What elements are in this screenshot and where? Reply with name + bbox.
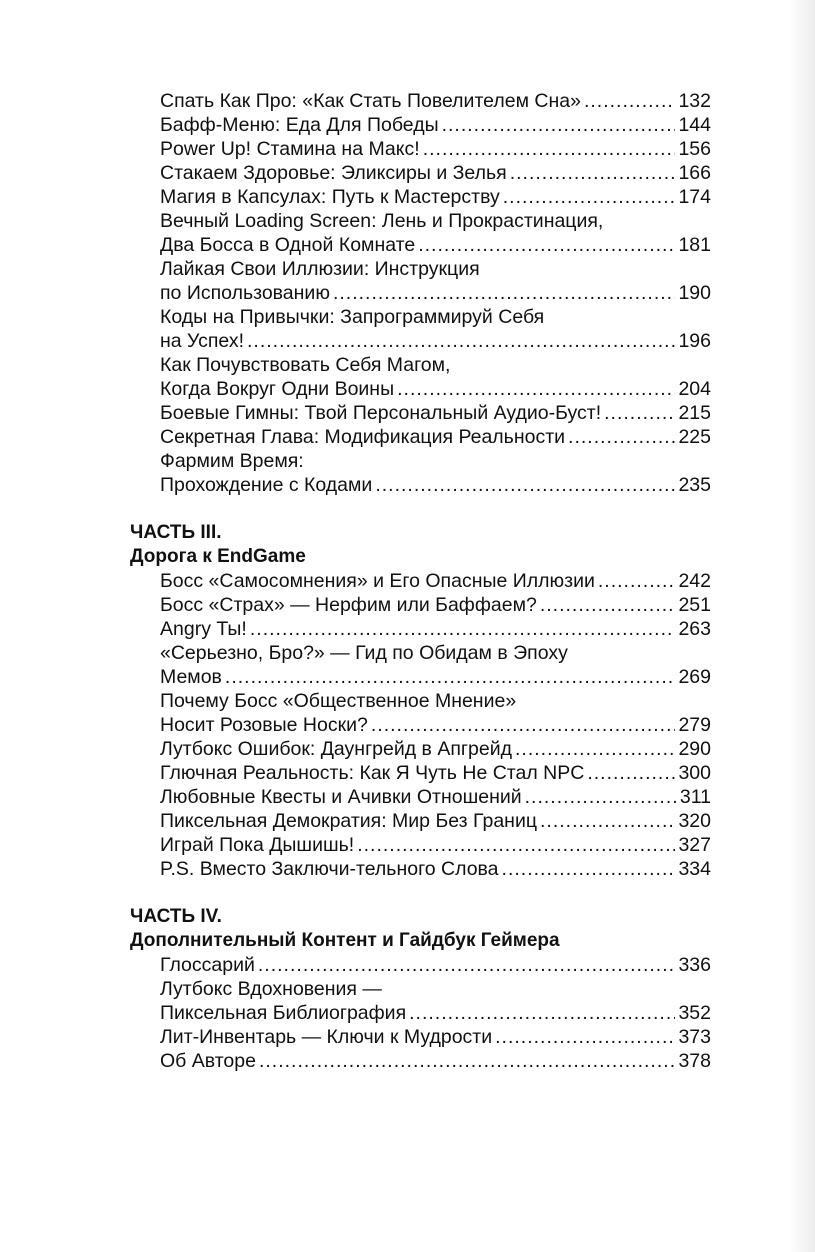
toc-entry-title: Лутбокс Ошибок: Даунгрейд в Апгрейд	[160, 738, 512, 760]
toc-entry-title: Фармим Время:	[160, 450, 304, 472]
dot-leader	[333, 281, 676, 305]
part-3-heading	[130, 521, 711, 569]
toc-entry	[130, 137, 711, 161]
toc-page-number: 225	[678, 426, 711, 448]
toc-entry-line	[160, 281, 711, 305]
toc-entry-title: Как Почувствовать Себя Магом,	[160, 354, 451, 376]
toc-entry-line	[160, 641, 711, 665]
toc-entry-title: Стакаем Здоровье: Эликсиры и Зелья	[160, 162, 507, 184]
table-of-contents	[130, 89, 711, 1073]
toc-page-number: 300	[678, 762, 711, 784]
toc-entry	[130, 305, 711, 353]
toc-entry-title: Секретная Глава: Модификация Реальности	[160, 426, 566, 448]
toc-entry-title: Об Авторе	[160, 1050, 256, 1072]
toc-page-number: 373	[678, 1026, 711, 1048]
dot-leader	[510, 161, 676, 185]
dot-leader	[225, 665, 676, 689]
dot-leader	[584, 89, 676, 113]
toc-entry-title: Angry Ты!	[160, 618, 247, 640]
toc-entry	[130, 353, 711, 401]
toc-entry	[130, 809, 711, 833]
toc-entry-title: Босс «Страх» — Нерфим или Баффаем?	[160, 594, 537, 616]
toc-entry	[130, 1049, 711, 1073]
toc-entries-part-3	[130, 569, 711, 881]
toc-entry-line	[160, 473, 711, 497]
dot-leader	[250, 617, 676, 641]
toc-entry-title: Почему Босс «Общественное Мнение»	[160, 690, 517, 712]
dot-leader	[587, 761, 675, 785]
toc-page-number: 204	[678, 378, 711, 400]
part-title: Дорога к EndGame	[130, 546, 306, 567]
dot-leader	[247, 329, 675, 353]
toc-entry	[130, 857, 711, 881]
toc-entry-line	[160, 761, 711, 785]
toc-entry-title: Коды на Привычки: Запрограммируй Себя	[160, 306, 545, 328]
toc-entry	[130, 953, 711, 977]
toc-entry	[130, 641, 711, 689]
toc-entry-line	[160, 593, 711, 617]
part-label: ЧАСТЬ IV.	[130, 906, 222, 927]
toc-entry-line	[160, 569, 711, 593]
toc-entry-title: «Серьезно, Бро?» — Гид по Обидам в Эпоху	[160, 642, 568, 664]
toc-page-number: 269	[678, 666, 711, 688]
toc-entry-line	[160, 785, 711, 809]
toc-entry-title: Мемов	[160, 666, 222, 688]
toc-entry-title: Глючная Реальность: Как Я Чуть Не Стал NPC	[160, 762, 585, 784]
toc-entry	[130, 1025, 711, 1049]
toc-page-number: 215	[678, 402, 711, 424]
toc-entry	[130, 977, 711, 1025]
dot-leader	[375, 473, 675, 497]
toc-entry-line	[160, 737, 711, 761]
toc-page-number: 334	[678, 858, 711, 880]
toc-page-number: 181	[678, 234, 711, 256]
toc-entry-line	[160, 401, 711, 425]
dot-leader	[371, 713, 676, 737]
toc-entry-line	[160, 977, 711, 1001]
toc-entry-title: Лайкая Свои Иллюзии: Инструкция	[160, 258, 480, 280]
toc-entry-title: по Использованию	[160, 282, 330, 304]
toc-entry-line	[160, 89, 711, 113]
dot-leader	[540, 593, 676, 617]
toc-page-number: 190	[678, 282, 711, 304]
toc-entry-title: Вечный Loading Screen: Лень и Прокрастинация,	[160, 210, 604, 232]
toc-entry	[130, 737, 711, 761]
toc-entry-line	[160, 689, 711, 713]
toc-entry	[130, 161, 711, 185]
toc-page-number: 251	[678, 594, 711, 616]
toc-entry-title: Босс «Самосомнения» и Его Опасные Иллюзии	[160, 570, 595, 592]
toc-page-number: 336	[678, 954, 711, 976]
toc-entry-title: на Успех!	[160, 330, 245, 352]
toc-page-number: 156	[678, 138, 711, 160]
toc-entry-line	[160, 425, 711, 449]
toc-entry-title: Любовные Квесты и Ачивки Отношений	[160, 786, 522, 808]
toc-entry	[130, 785, 711, 809]
toc-entry	[130, 617, 711, 641]
toc-entry-line	[160, 377, 711, 401]
toc-page-number: 166	[678, 162, 711, 184]
toc-entry-line	[160, 1049, 711, 1073]
dot-leader	[604, 401, 675, 425]
toc-page-number: 174	[678, 186, 711, 208]
toc-page-number: 144	[678, 114, 711, 136]
toc-entry-line	[160, 953, 711, 977]
toc-entry	[130, 113, 711, 137]
dot-leader	[502, 857, 676, 881]
dot-leader	[540, 809, 675, 833]
toc-entry-title: Пиксельная Библиография	[160, 1002, 407, 1024]
toc-entry	[130, 89, 711, 113]
dot-leader	[409, 1001, 675, 1025]
toc-page-number: 352	[678, 1002, 711, 1024]
toc-entry-line	[160, 113, 711, 137]
part-label: ЧАСТЬ III.	[130, 522, 222, 543]
dot-leader	[515, 737, 675, 761]
toc-entry-line	[160, 257, 711, 281]
dot-leader	[423, 137, 676, 161]
toc-page-number: 327	[678, 834, 711, 856]
toc-page-number: 235	[678, 474, 711, 496]
toc-entry-line	[160, 353, 711, 377]
toc-page-number: 263	[678, 618, 711, 640]
toc-entry	[130, 185, 711, 209]
dot-leader	[258, 953, 676, 977]
toc-entry-title: Лутбокс Вдохновения —	[160, 978, 382, 1000]
toc-entries-part-4	[130, 953, 711, 1073]
toc-entry-line	[160, 833, 711, 857]
toc-entry-title: Спать Как Про: «Как Стать Повелителем Сна»	[160, 90, 581, 112]
toc-entry	[130, 689, 711, 737]
toc-page-number: 320	[678, 810, 711, 832]
toc-entry-line	[160, 857, 711, 881]
toc-entry-line	[160, 1025, 711, 1049]
toc-page-number: 290	[678, 738, 711, 760]
toc-entry	[130, 209, 711, 257]
toc-page-number: 242	[678, 570, 711, 592]
toc-entry-title: Прохождение с Кодами	[160, 474, 373, 496]
toc-page-number: 279	[678, 714, 711, 736]
dot-leader	[357, 833, 675, 857]
part-4-heading	[130, 905, 711, 953]
toc-entry-line	[160, 617, 711, 641]
toc-entry	[130, 449, 711, 497]
toc-entry-line	[160, 329, 711, 353]
toc-entry	[130, 569, 711, 593]
toc-entry-title: Глоссарий	[160, 954, 255, 976]
toc-entry	[130, 593, 711, 617]
toc-entry-title: Играй Пока Дышишь!	[160, 834, 355, 856]
toc-entry-title: Бафф-Меню: Еда Для Победы	[160, 114, 439, 136]
toc-page-number: 311	[679, 786, 711, 808]
toc-entry-line	[160, 713, 711, 737]
toc-entry-title: Когда Вокруг Одни Воины	[160, 378, 395, 400]
toc-entry	[130, 401, 711, 425]
toc-entry-line	[160, 665, 711, 689]
toc-entry-line	[160, 809, 711, 833]
dot-leader	[525, 785, 677, 809]
toc-entry-line	[160, 1001, 711, 1025]
dot-leader	[442, 113, 676, 137]
dot-leader	[568, 425, 675, 449]
toc-page-number: 378	[678, 1050, 711, 1072]
dot-leader	[397, 377, 675, 401]
toc-page-number: 196	[678, 330, 711, 352]
toc-entry-title: Пиксельная Демократия: Мир Без Границ	[160, 810, 538, 832]
toc-entry-line	[160, 233, 711, 257]
toc-entry-line	[160, 161, 711, 185]
part-title: Дополнительный Контент и Гайдбук Геймера	[130, 930, 560, 951]
toc-entry-line	[160, 305, 711, 329]
toc-entry-line	[160, 449, 711, 473]
page-edge-shadow	[789, 0, 815, 1252]
toc-entry-title: Power Up! Стамина на Макс!	[160, 138, 420, 160]
toc-entry	[130, 425, 711, 449]
toc-entry-line	[160, 137, 711, 161]
dot-leader	[259, 1049, 676, 1073]
toc-page-number: 132	[678, 90, 711, 112]
toc-entry	[130, 761, 711, 785]
toc-entry-title: Боевые Гимны: Твой Персональный Аудио-Буст!	[160, 402, 602, 424]
toc-entry-title: Лит-Инвентарь — Ключи к Мудрости	[160, 1026, 493, 1048]
toc-entry-title: P.S. Вместо Заключи-тельного Слова	[160, 858, 499, 880]
toc-entry-title: Магия в Капсулах: Путь к Мастерству	[160, 186, 500, 208]
dot-leader	[598, 569, 676, 593]
dot-leader	[418, 233, 675, 257]
toc-entry	[130, 257, 711, 305]
toc-entry-title: Носит Розовые Носки?	[160, 714, 368, 736]
toc-entry-line	[160, 209, 711, 233]
dot-leader	[495, 1025, 675, 1049]
toc-entry-title: Два Босса в Одной Комнате	[160, 234, 416, 256]
toc-entry-line	[160, 185, 711, 209]
toc-entries-top	[130, 89, 711, 497]
dot-leader	[503, 185, 676, 209]
toc-entry	[130, 833, 711, 857]
